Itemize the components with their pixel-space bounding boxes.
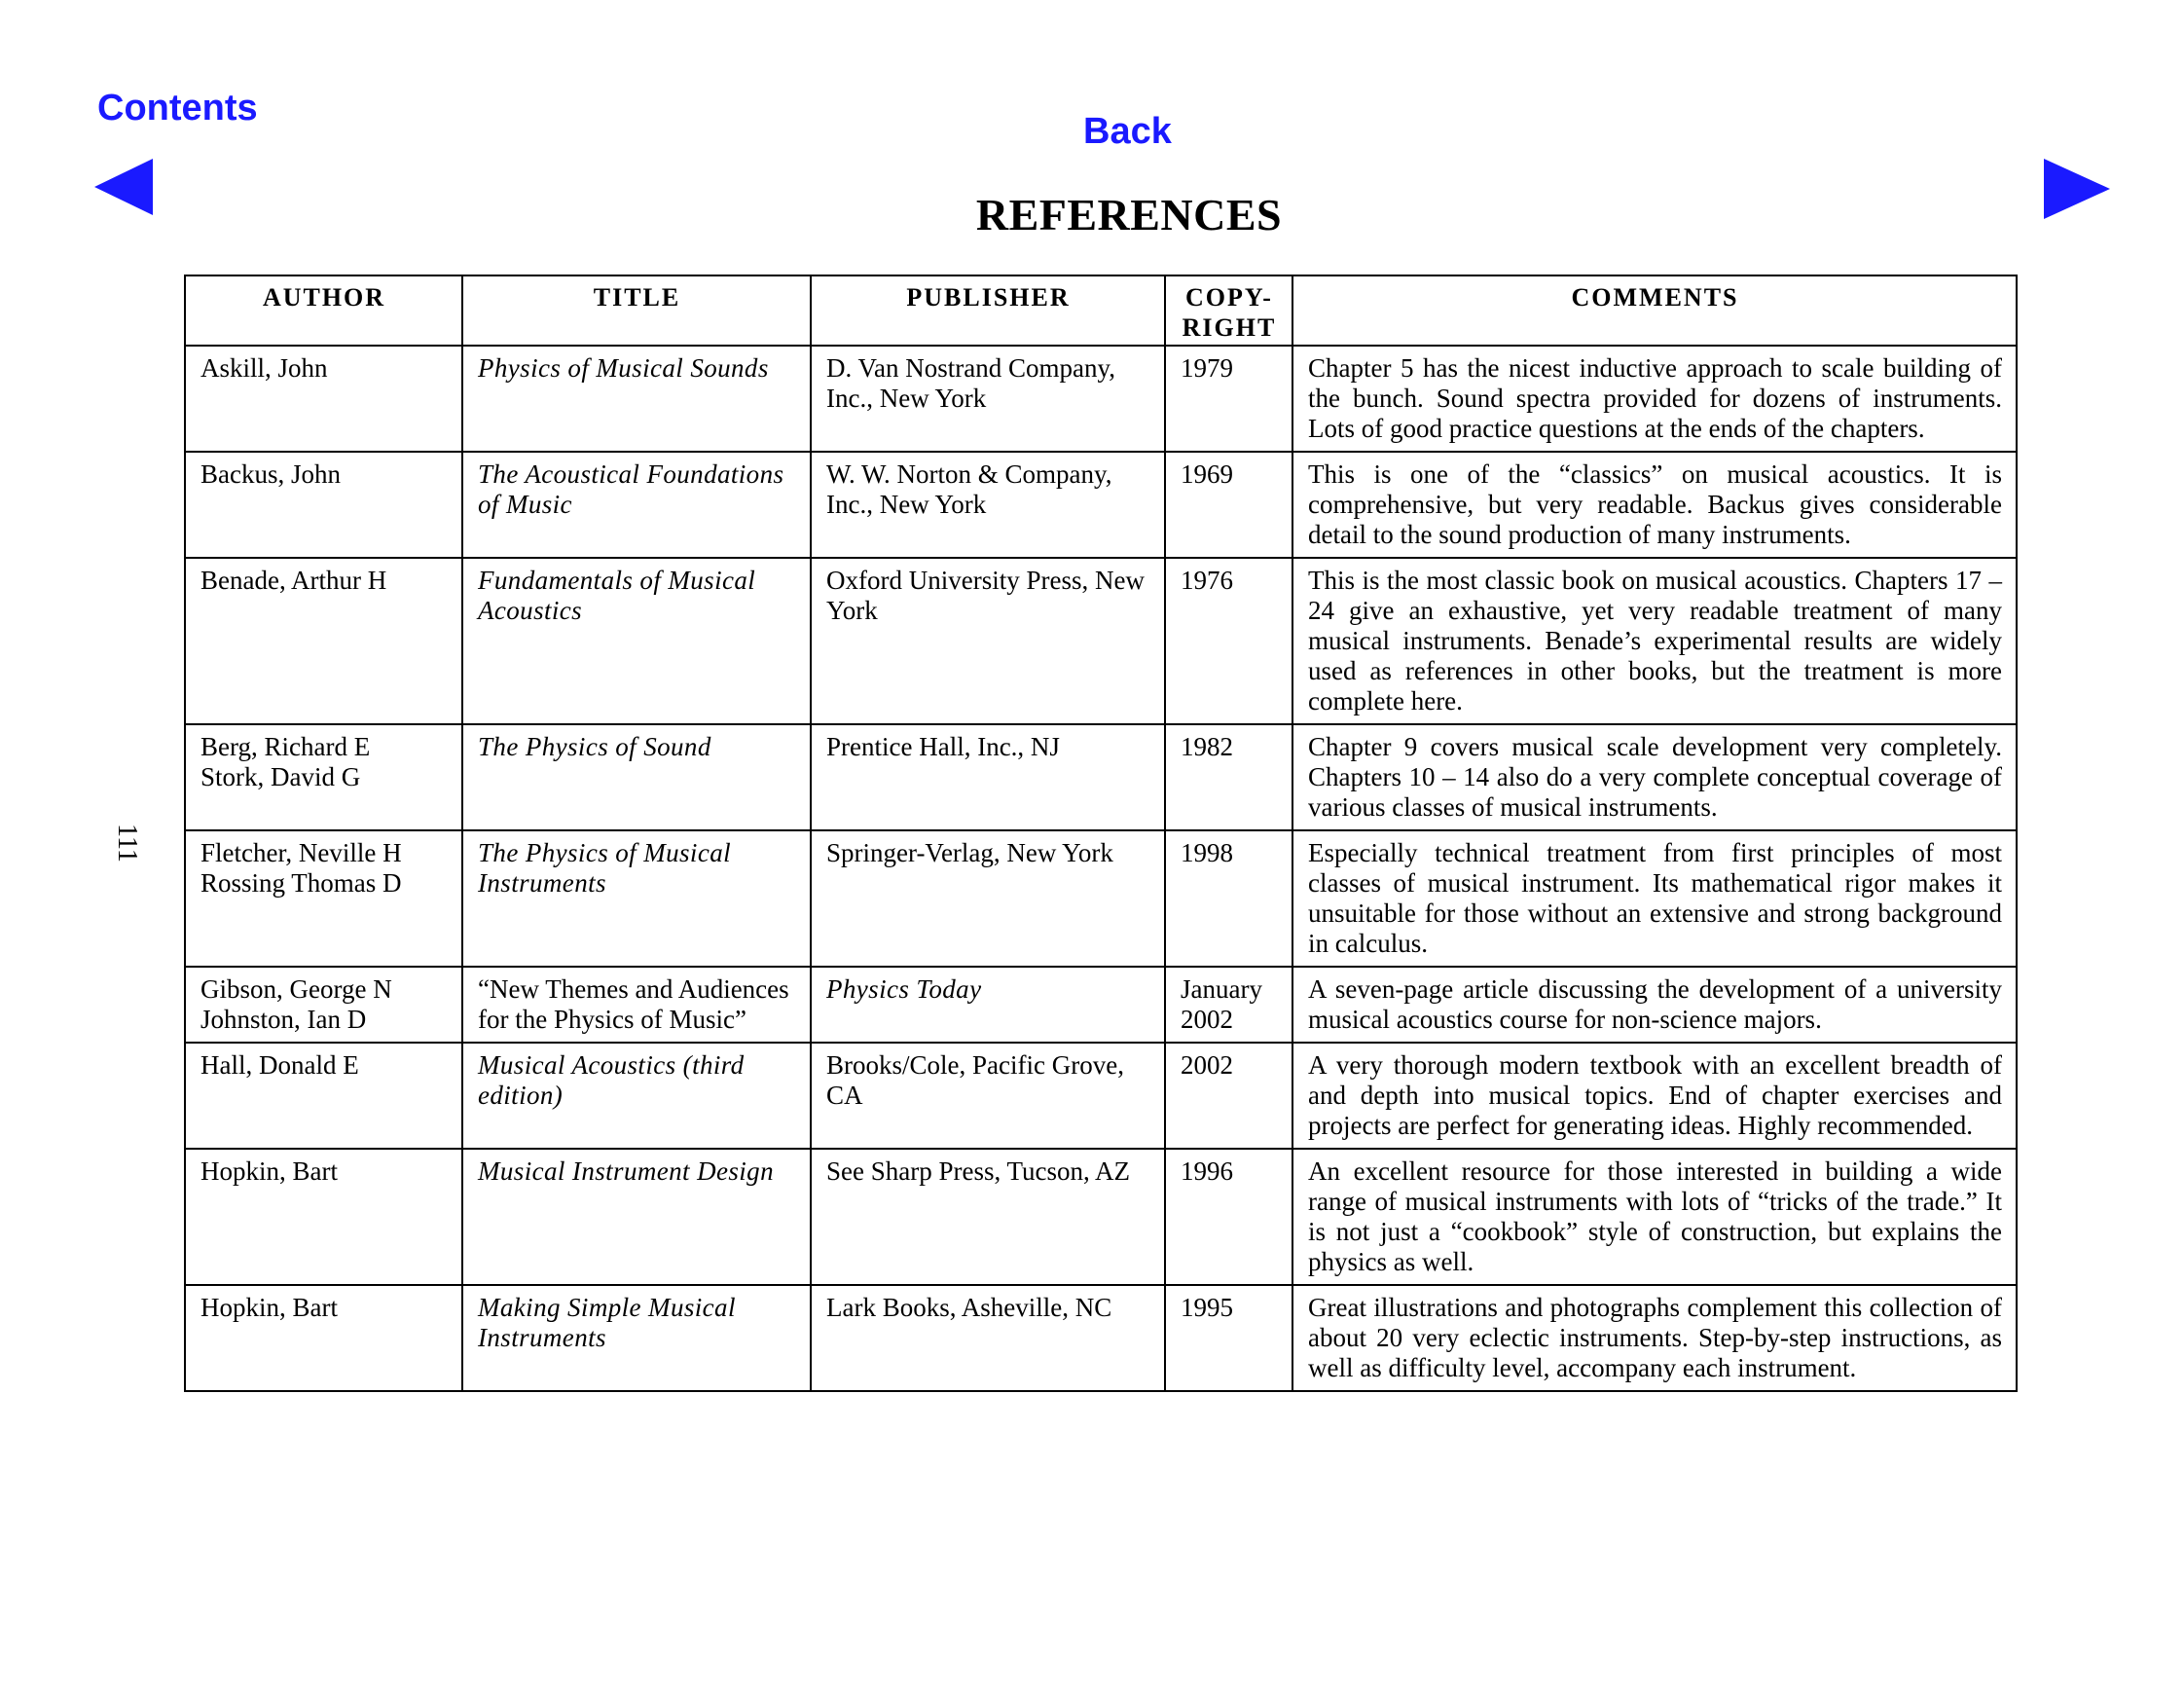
copyright-cell: 1996	[1165, 1149, 1292, 1285]
copyright-cell: 1982	[1165, 724, 1292, 830]
column-header-comments: COMMENTS	[1292, 275, 2017, 346]
table-row	[185, 452, 2017, 558]
page-title: REFERENCES	[975, 190, 1283, 239]
author-name: Hopkin, Bart	[200, 1156, 338, 1186]
title-cell: Musical Instrument Design	[462, 1149, 811, 1285]
publisher-cell: Lark Books, Asheville, NC	[811, 1285, 1165, 1391]
table-row	[185, 1285, 2017, 1391]
publisher-cell: D. Van Nostrand Company, Inc., New York	[811, 346, 1165, 452]
author-name: Berg, Richard E	[200, 732, 371, 761]
author-cell	[185, 346, 462, 452]
title-cell: Physics of Musical Sounds	[462, 346, 811, 452]
author-cell	[185, 452, 462, 558]
author-cell	[185, 1043, 462, 1149]
column-header-title: TITLE	[462, 275, 811, 346]
column-header-publisher: PUBLISHER	[811, 275, 1165, 346]
publisher-cell: Springer-Verlag, New York	[811, 830, 1165, 967]
table-row	[185, 1043, 2017, 1149]
author-name: Rossing Thomas D	[200, 868, 402, 898]
publisher-cell: W. W. Norton & Company, Inc., New York	[811, 452, 1165, 558]
comments-cell: An excellent resource for those interested in building a wide range of musical instruments with lots of “tricks of the trade.” It is not just a “cookbook” style of construction, but explains the physics as well.	[1292, 1149, 2017, 1285]
back-link[interactable]: Back	[1083, 111, 1172, 152]
table-header-row	[185, 275, 2017, 346]
copyright-cell: January 2002	[1165, 967, 1292, 1043]
column-header-author: AUTHOR	[185, 275, 462, 346]
author-name: Fletcher, Neville H	[200, 838, 402, 867]
publisher-cell: Physics Today	[811, 967, 1165, 1043]
title-cell: The Physics of Musical Instruments	[462, 830, 811, 967]
table-row	[185, 1149, 2017, 1285]
comments-cell: Great illustrations and photographs complement this collection of about 20 very eclectic instruments. Step-by-step instructions, as well as difficulty level, accompany each instrument.	[1292, 1285, 2017, 1391]
author-name: Stork, David G	[200, 762, 361, 791]
column-header-copyright: COPY- RIGHT	[1165, 275, 1292, 346]
author-name: Hopkin, Bart	[200, 1293, 338, 1322]
copyright-cell: 1976	[1165, 558, 1292, 724]
comments-cell: Chapter 9 covers musical scale development very completely. Chapters 10 – 14 also do a very complete conceptual coverage of various classes of musical instruments.	[1292, 724, 2017, 830]
author-cell	[185, 1285, 462, 1391]
author-name: Hall, Donald E	[200, 1050, 359, 1080]
title-cell: Musical Acoustics (third edition)	[462, 1043, 811, 1149]
table-row	[185, 724, 2017, 830]
author-name: Backus, John	[200, 459, 341, 489]
title-cell: The Acoustical Foundations of Music	[462, 452, 811, 558]
author-cell	[185, 967, 462, 1043]
table-row	[185, 346, 2017, 452]
table-body	[185, 346, 2017, 1391]
author-cell	[185, 724, 462, 830]
author-cell	[185, 558, 462, 724]
references-table	[184, 275, 2018, 1392]
page-number: 111	[112, 824, 142, 862]
author-name: Johnston, Ian D	[200, 1005, 367, 1034]
publisher-cell: See Sharp Press, Tucson, AZ	[811, 1149, 1165, 1285]
copyright-cell: 1979	[1165, 346, 1292, 452]
comments-cell: This is the most classic book on musical acoustics. Chapters 17 – 24 give an exhaustive, yet very readable treatment of many musical instruments. Benade’s experimental results are widely used as references in other books, but the treatment is more complete here.	[1292, 558, 2017, 724]
title-cell: The Physics of Sound	[462, 724, 811, 830]
comments-cell: A seven-page article discussing the development of a university musical acoustics course for non-science majors.	[1292, 967, 2017, 1043]
author-name: Askill, John	[200, 353, 328, 383]
publisher-cell: Brooks/Cole, Pacific Grove, CA	[811, 1043, 1165, 1149]
title-cell: Making Simple Musical Instruments	[462, 1285, 811, 1391]
copyright-cell: 2002	[1165, 1043, 1292, 1149]
copyright-cell: 1998	[1165, 830, 1292, 967]
comments-cell: A very thorough modern textbook with an excellent breadth of and depth into musical topics. End of chapter exercises and projects are perfect for generating ideas. Highly recommended.	[1292, 1043, 2017, 1149]
author-name: Gibson, George N	[200, 974, 392, 1004]
comments-cell: Chapter 5 has the nicest inductive approach to scale building of the bunch. Sound spectra provided for dozens of instruments. Lots of good practice questions at the ends of the chapters.	[1292, 346, 2017, 452]
author-cell	[185, 830, 462, 967]
table-row	[185, 967, 2017, 1043]
publisher-cell: Oxford University Press, New York	[811, 558, 1165, 724]
comments-cell: This is one of the “classics” on musical acoustics. It is comprehensive, but very readable. Backus gives considerable detail to the sound production of many instruments.	[1292, 452, 2017, 558]
contents-link[interactable]: Contents	[97, 88, 258, 128]
table-row	[185, 558, 2017, 724]
copyright-cell: 1995	[1165, 1285, 1292, 1391]
table-row	[185, 830, 2017, 967]
title-cell: “New Themes and Audiences for the Physics of Music”	[462, 967, 811, 1043]
title-cell: Fundamentals of Musical Acoustics	[462, 558, 811, 724]
publisher-cell: Prentice Hall, Inc., NJ	[811, 724, 1165, 830]
copyright-cell: 1969	[1165, 452, 1292, 558]
author-cell	[185, 1149, 462, 1285]
author-name: Benade, Arthur H	[200, 566, 387, 595]
comments-cell: Especially technical treatment from first principles of most classes of musical instrument. Its mathematical rigor makes it unsuitable for those without an extensive and strong background in calculus.	[1292, 830, 2017, 967]
